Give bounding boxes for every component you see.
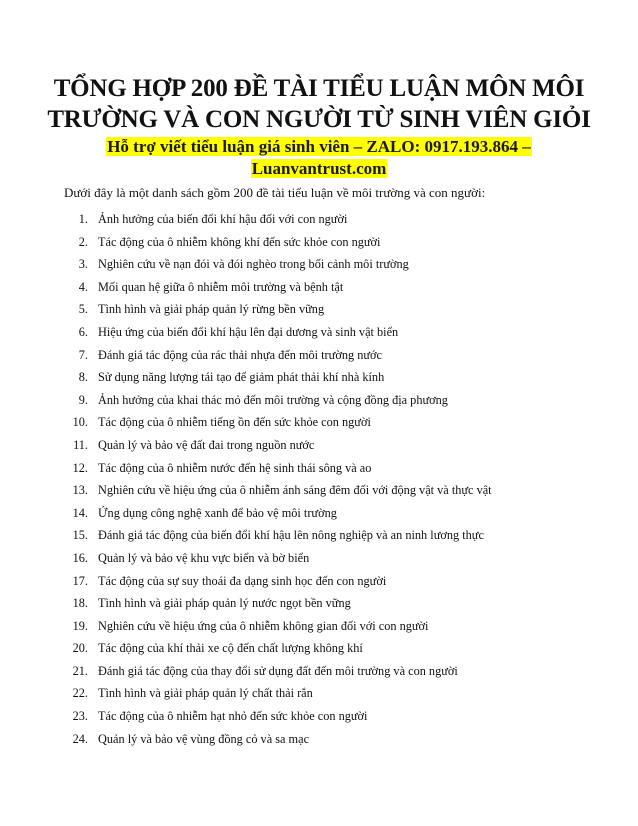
list-item-text: Ứng dụng công nghệ xanh để bảo vệ môi trường [98, 505, 337, 520]
list-item-text: Tác động của ô nhiễm không khí đến sức khỏe con người [98, 234, 381, 249]
list-item-text: Nghiên cứu về nạn đói và đói nghèo trong bối cảnh môi trường [98, 257, 409, 272]
list-item [64, 618, 624, 641]
list-item-text: Mối quan hệ giữa ô nhiễm môi trường và bệnh tật [98, 279, 344, 294]
list-item-number: 19. [72, 618, 88, 633]
list-item [64, 505, 624, 528]
list-item-text: Quản lý và bảo vệ đất đai trong nguồn nước [98, 437, 315, 452]
list-item [64, 663, 624, 686]
list-item-number: 18. [72, 596, 88, 611]
list-item-text: Tác động của ô nhiễm nước đến hệ sinh thái sông và ao [98, 460, 372, 475]
list-item [64, 347, 624, 370]
list-item [64, 460, 624, 483]
list-item [64, 392, 624, 415]
intro-paragraph: Dưới đây là một danh sách gồm 200 đề tài tiểu luận về môi trường và con người: [64, 185, 486, 200]
list-item [64, 301, 624, 324]
list-item [64, 256, 624, 279]
list-item-text: Tình hình và giải pháp quản lý nước ngọt bền vững [98, 596, 351, 611]
list-item-text: Sử dụng năng lượng tái tạo để giảm phát thải khí nhà kính [98, 370, 385, 385]
list-item-text: Nghiên cứu về hiệu ứng của ô nhiễm không gian đối với con người [98, 618, 429, 633]
list-item-number: 6. [78, 324, 88, 339]
list-item-text: Đánh giá tác động của thay đổi sử dụng đất đến môi trường và con người [98, 663, 458, 678]
list-item-text: Tình hình và giải pháp quản lý chất thải rắn [98, 686, 313, 701]
list-item [64, 527, 624, 550]
list-item-text: Tác động của ô nhiễm hạt nhỏ đến sức khỏe con người [98, 709, 368, 724]
list-item-number: 1. [78, 212, 88, 226]
list-item-number: 7. [78, 347, 88, 362]
list-item-number: 3. [78, 257, 88, 272]
list-item [64, 482, 624, 505]
list-item-text: Tác động của khí thải xe cộ đến chất lượng không khí [98, 641, 363, 656]
list-item-text: Đánh giá tác động của biến đổi khí hậu lên nông nghiệp và an ninh lương thực [98, 528, 484, 543]
page-title-line-1: TỔNG HỢP 200 ĐỀ TÀI TIỂU LUẬN MÔN MÔI [53, 75, 585, 102]
list-item-number: 24. [72, 731, 88, 746]
list-item-number: 2. [78, 234, 88, 249]
list-item [64, 685, 624, 708]
list-item [64, 731, 624, 754]
list-item [64, 595, 624, 618]
list-item-number: 8. [78, 370, 88, 385]
list-item-number: 15. [72, 528, 88, 543]
list-item-text: Tình hình và giải pháp quản lý rừng bền vững [98, 302, 325, 317]
list-item-number: 10. [72, 415, 88, 430]
list-item-text: Tác động của sự suy thoái đa dạng sinh học đến con người [98, 573, 387, 588]
list-item-number: 21. [72, 663, 88, 678]
list-item [64, 279, 624, 302]
promo-subtitle-line-1 [40, 136, 598, 158]
list-item [64, 324, 624, 347]
list-item [64, 414, 624, 437]
list-item-number: 12. [72, 460, 88, 475]
list-item-text: Quản lý và bảo vệ khu vực biển và bờ biển [98, 550, 310, 565]
list-item-number: 4. [78, 279, 88, 294]
list-item-text: Ảnh hưởng của khai thác mỏ đến môi trường và cộng đồng địa phương [98, 392, 448, 407]
list-item [64, 550, 624, 573]
list-item [64, 708, 624, 731]
list-item-number: 23. [72, 709, 88, 724]
list-item-number: 11. [73, 437, 88, 452]
list-item-text: Hiệu ứng của biến đổi khí hậu lên đại dương và sinh vật biển [98, 324, 399, 339]
list-item-number: 22. [72, 686, 88, 701]
list-item-text: Tác động của ô nhiễm tiếng ồn đến sức khỏe con người [98, 415, 371, 430]
list-item [64, 640, 624, 663]
promo-highlight-1: Hỗ trợ viết tiểu luận giá sinh viên – ZALO: 0917.193.864 – [107, 137, 531, 156]
list-item-number: 14. [72, 505, 88, 520]
list-item-text: Đánh giá tác động của rác thải nhựa đến môi trường nước [98, 347, 382, 362]
list-item [64, 369, 624, 392]
list-item-text: Quản lý và bảo vệ vùng đồng cỏ và sa mạc [98, 731, 310, 746]
list-item-number: 20. [72, 641, 88, 656]
list-item-text: Nghiên cứu về hiệu ứng của ô nhiễm ánh sáng đêm đối với động vật và thực vật [98, 483, 492, 498]
list-item-text: Ảnh hưởng của biến đổi khí hậu đối với con người [98, 212, 348, 226]
page-title-line-2: TRƯỜNG VÀ CON NGƯỜI TỪ SINH VIÊN GIỎI [47, 106, 591, 133]
list-item-number: 17. [72, 573, 88, 588]
list-item-number: 16. [72, 550, 88, 565]
list-item [64, 573, 624, 596]
topic-list [64, 211, 624, 753]
list-item [64, 234, 624, 257]
promo-subtitle-line-2[interactable] [40, 158, 598, 180]
list-item [64, 211, 624, 234]
list-item-number: 5. [78, 302, 88, 317]
list-item-number: 13. [72, 483, 88, 498]
list-item [64, 437, 624, 460]
promo-website-link[interactable]: Luanvantrust.com [251, 159, 387, 178]
list-item-number: 9. [78, 392, 88, 407]
